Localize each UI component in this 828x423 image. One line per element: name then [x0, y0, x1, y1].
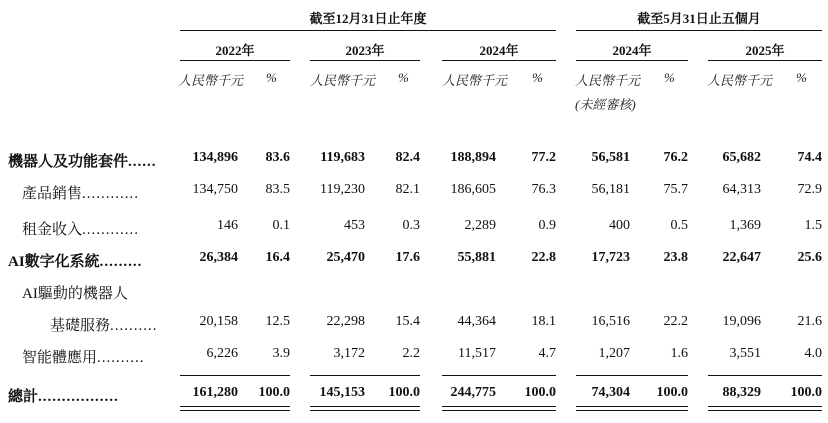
percent-cell: 18.1: [531, 314, 556, 329]
percent-cell: 100.0: [790, 385, 822, 400]
year-rule-2022: [180, 60, 290, 61]
amount-cell: 119,230: [320, 182, 365, 197]
total-top-rule: [442, 375, 556, 376]
amount-cell: 146: [217, 218, 238, 233]
amount-cell: 134,750: [192, 182, 238, 197]
amount-cell: 56,581: [591, 150, 630, 165]
total-double-rule: [708, 406, 822, 407]
percent-cell: 76.2: [663, 150, 688, 165]
pct-label: %: [532, 70, 543, 85]
percent-cell: 0.5: [670, 218, 688, 233]
pct-label: %: [266, 70, 277, 85]
percent-cell: 4.0: [804, 346, 822, 361]
total-double-rule: [180, 406, 290, 407]
amount-cell: 244,775: [450, 385, 496, 400]
row-label-total: 總計.................: [8, 389, 119, 405]
percent-cell: 12.5: [265, 314, 290, 329]
amount-cell: 11,517: [458, 346, 496, 361]
amount-cell: 145,153: [319, 385, 365, 400]
total-top-rule: [708, 375, 822, 376]
percent-cell: 1.5: [804, 218, 822, 233]
amount-cell: 1,369: [729, 218, 761, 233]
year-header-2025-5m: 2025年: [745, 43, 785, 58]
total-double-rule: [310, 410, 420, 411]
year-header-2024: 2024年: [479, 43, 519, 58]
percent-cell: 22.2: [663, 314, 688, 329]
amount-cell: 22,647: [722, 250, 761, 265]
percent-cell: 100.0: [258, 385, 290, 400]
total-double-rule: [576, 410, 688, 411]
amount-cell: 26,384: [199, 250, 238, 265]
total-double-rule: [576, 406, 688, 407]
percent-cell: 76.3: [531, 182, 556, 197]
percent-cell: 25.6: [797, 250, 822, 265]
group-rule-fiscal-year: [180, 30, 556, 31]
percent-cell: 100.0: [524, 385, 556, 400]
amount-cell: 19,096: [722, 314, 761, 329]
percent-cell: 1.6: [670, 346, 688, 361]
percent-cell: 15.4: [395, 314, 420, 329]
amount-cell: 6,226: [206, 346, 238, 361]
percent-cell: 82.4: [395, 150, 420, 165]
pct-label: %: [398, 70, 409, 85]
percent-cell: 17.6: [395, 250, 420, 265]
amount-cell: 2,289: [464, 218, 496, 233]
amount-cell: 88,329: [722, 385, 761, 400]
percent-cell: 22.8: [531, 250, 556, 265]
total-double-rule: [708, 410, 822, 411]
pct-label: %: [796, 70, 807, 85]
amount-cell: 119,683: [320, 150, 365, 165]
percent-cell: 0.3: [402, 218, 420, 233]
amount-cell: 134,896: [192, 150, 238, 165]
total-top-rule: [180, 375, 290, 376]
amount-cell: 3,551: [729, 346, 761, 361]
amount-cell: 64,313: [722, 182, 761, 197]
percent-cell: 0.1: [272, 218, 290, 233]
row-label-robots-kits: 機器人及功能套件......: [8, 154, 157, 170]
unaudited-label: (未經審核): [575, 97, 636, 112]
percent-cell: 21.6: [797, 314, 822, 329]
year-header-2024-5m: 2024年: [612, 43, 652, 58]
amount-cell: 16,516: [591, 314, 630, 329]
unit-label: 人民幣千元: [575, 73, 641, 88]
percent-cell: 3.9: [272, 346, 290, 361]
row-label-rental-income: 租金收入............: [22, 222, 140, 238]
amount-cell: 22,298: [326, 314, 365, 329]
percent-cell: 0.9: [538, 218, 556, 233]
row-label-ai-robot: AI驅動的機器人: [22, 286, 128, 302]
row-label-basic-services: 基礎服務..........: [50, 318, 158, 334]
total-double-rule: [180, 410, 290, 411]
unit-label: 人民幣千元: [178, 73, 244, 88]
group-rule-five-months: [576, 30, 822, 31]
total-double-rule: [310, 406, 420, 407]
percent-cell: 4.7: [538, 346, 556, 361]
percent-cell: 100.0: [656, 385, 688, 400]
unit-label: 人民幣千元: [310, 73, 376, 88]
total-double-rule: [442, 410, 556, 411]
percent-cell: 77.2: [531, 150, 556, 165]
amount-cell: 188,894: [450, 150, 496, 165]
unit-label: 人民幣千元: [442, 73, 508, 88]
percent-cell: 74.4: [797, 150, 822, 165]
amount-cell: 65,682: [722, 150, 761, 165]
year-rule-2025-5m: [708, 60, 822, 61]
unit-label: 人民幣千元: [707, 73, 773, 88]
group-header-five-months: 截至5月31日止五個月: [637, 11, 761, 26]
row-label-agent-apps: 智能體應用..........: [22, 350, 145, 366]
percent-cell: 23.8: [663, 250, 688, 265]
percent-cell: 2.2: [402, 346, 420, 361]
amount-cell: 56,181: [591, 182, 630, 197]
amount-cell: 17,723: [591, 250, 630, 265]
total-top-rule: [310, 375, 420, 376]
total-double-rule: [442, 406, 556, 407]
row-label-ai-digital-system: AI數字化系統.........: [8, 254, 143, 270]
amount-cell: 20,158: [199, 314, 238, 329]
amount-cell: 55,881: [457, 250, 496, 265]
percent-cell: 100.0: [388, 385, 420, 400]
percent-cell: 72.9: [797, 182, 822, 197]
amount-cell: 1,207: [598, 346, 630, 361]
amount-cell: 3,172: [333, 346, 365, 361]
total-top-rule: [576, 375, 688, 376]
percent-cell: 83.6: [265, 150, 290, 165]
amount-cell: 453: [344, 218, 365, 233]
percent-cell: 16.4: [265, 250, 290, 265]
year-header-2022: 2022年: [215, 43, 255, 58]
amount-cell: 161,280: [192, 385, 238, 400]
pct-label: %: [664, 70, 675, 85]
row-label-product-sales: 產品銷售............: [22, 186, 140, 202]
percent-cell: 82.1: [395, 182, 420, 197]
year-header-2023: 2023年: [345, 43, 385, 58]
amount-cell: 186,605: [450, 182, 496, 197]
percent-cell: 83.5: [265, 182, 290, 197]
group-header-fiscal-year: 截至12月31日止年度: [309, 11, 427, 26]
amount-cell: 25,470: [326, 250, 365, 265]
percent-cell: 75.7: [663, 182, 688, 197]
year-rule-2024-5m: [576, 60, 688, 61]
amount-cell: 74,304: [591, 385, 630, 400]
year-rule-2024: [442, 60, 556, 61]
amount-cell: 44,364: [457, 314, 496, 329]
year-rule-2023: [310, 60, 420, 61]
amount-cell: 400: [609, 218, 630, 233]
